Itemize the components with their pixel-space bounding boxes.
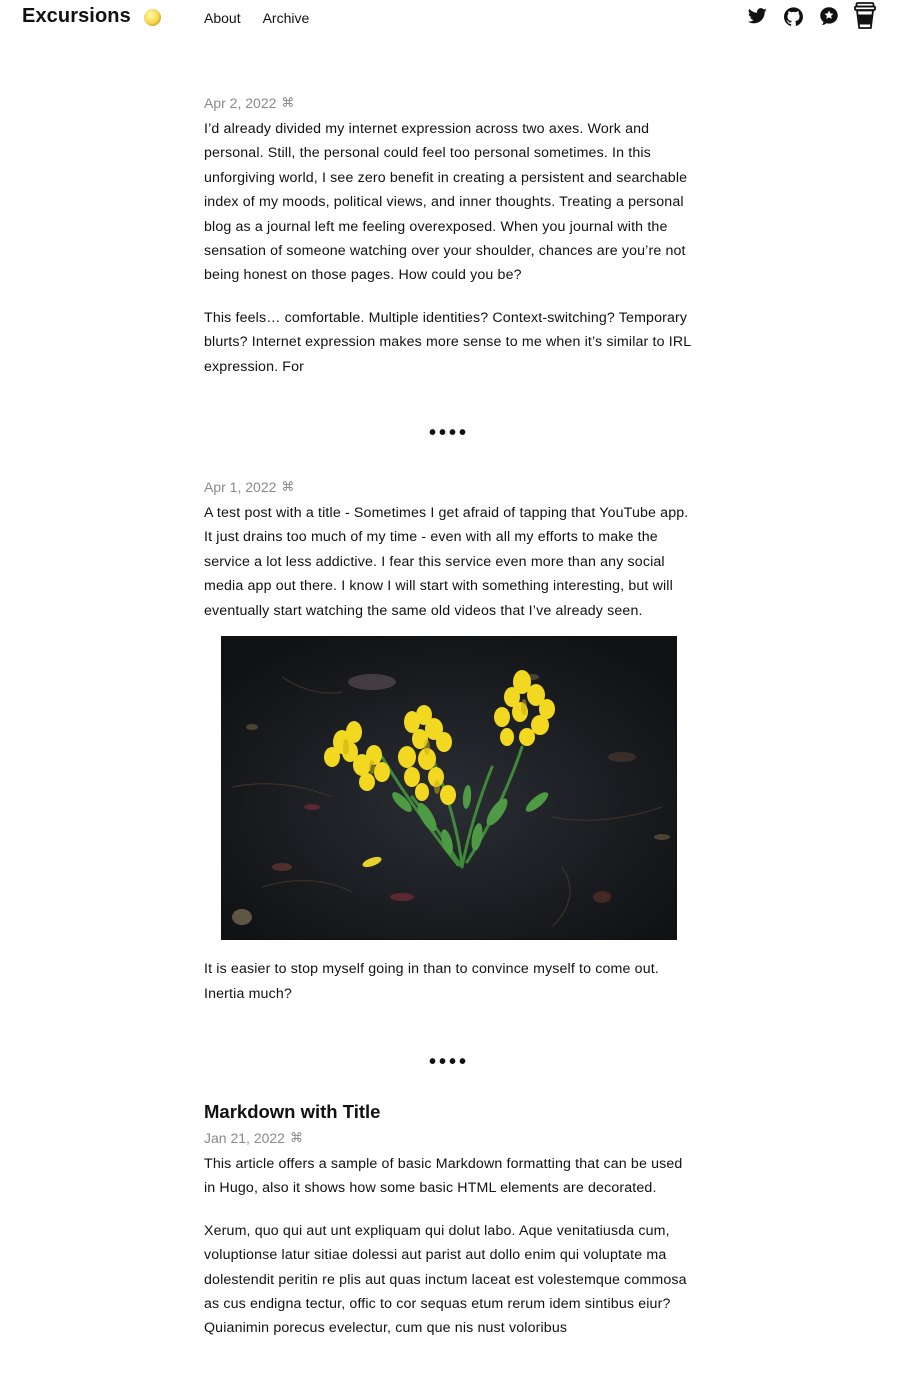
post-meta (204, 477, 694, 497)
site-header (0, 0, 900, 40)
post-body (204, 1152, 694, 1341)
post-paragraph: This article offers a sample of basic Markdown formatting that can be used in Hugo, also it shows how some basic HTML elements are decorated. (204, 1155, 683, 1197)
post-item (204, 93, 694, 379)
post-list (204, 93, 694, 1359)
permalink-icon[interactable]: ⌘ (289, 1129, 303, 1145)
permalink-icon[interactable]: ⌘ (281, 479, 295, 495)
main-nav (204, 10, 309, 26)
site-brand-link[interactable] (22, 5, 161, 28)
post-body (204, 117, 694, 379)
github-icon[interactable] (782, 5, 804, 27)
post-paragraph: This feels… comfortable. Multiple identities? Context-switching? Temporary blurts? Internet expression makes more sense to me when it’s similar to IRL expression. For (204, 309, 691, 375)
nav-link-about[interactable]: About (204, 10, 241, 26)
site-title: Excursions (22, 5, 131, 27)
coffee-cup-icon[interactable] (854, 5, 876, 27)
post-paragraph: It is easier to stop myself going in than to convince myself to come out. Inertia much? (204, 961, 659, 1002)
post-title[interactable]: Markdown with Title (204, 1100, 381, 1122)
post-separator: •••• (428, 1050, 469, 1073)
post-date: Apr 1, 2022 (204, 479, 277, 496)
post-paragraph: A test post with a title - Sometimes I get afraid of tapping that YouTube app. It just drains too much of my time - even with all my efforts to make the service a lot less addictive. I fear this service even more than any social media app out there. I know I will start with something interesting, but will eventually start watching the same old videos that I’ve already seen. (204, 505, 689, 619)
post-paragraph: I’d already divided my internet expression across two axes. Work and personal. Still, the personal could feel too personal sometimes. In this unforgiving world, I see zero benefit in creating a persistent and searchable index of my moods, political views, and inner thoughts. Treating a personal blog as a journal left me feeling overexposed. When you journal with the sensation of someone watching over your shoulder, chances are you’re not being honest on those pages. How could you be? (204, 121, 688, 284)
nav-link-archive[interactable]: Archive (262, 10, 310, 26)
post-meta (204, 1128, 694, 1148)
post-meta (204, 93, 694, 113)
permalink-icon[interactable]: ⌘ (281, 95, 295, 110)
post-date: Apr 2, 2022 (204, 95, 277, 111)
twitter-icon[interactable] (746, 5, 768, 27)
post-body (204, 501, 694, 1006)
social-links (746, 5, 876, 27)
yellow-dot-icon (144, 9, 161, 26)
post-separator: •••• (428, 422, 469, 445)
post-item (204, 1100, 694, 1341)
star-badge-icon[interactable] (818, 5, 840, 27)
post-paragraph: Xerum, quo qui aut unt expliquam qui dolut labo. Aque venitatiusda cum, voluptionse latur sitiae dolessi aut parist aut dollo enim qui voluptate ma dolestendit peritin re plis aut quas inctum laceat est volestemque commosa as cus endigna tectur, offic to cor sequas etum rerum idem sintibus eiur? Quianimin porecus evelectur, cum que nis nust voloribus (204, 1222, 687, 1337)
post-date: Jan 21, 2022 (204, 1129, 285, 1146)
post-item (204, 477, 694, 1006)
flower-photo (221, 636, 677, 940)
